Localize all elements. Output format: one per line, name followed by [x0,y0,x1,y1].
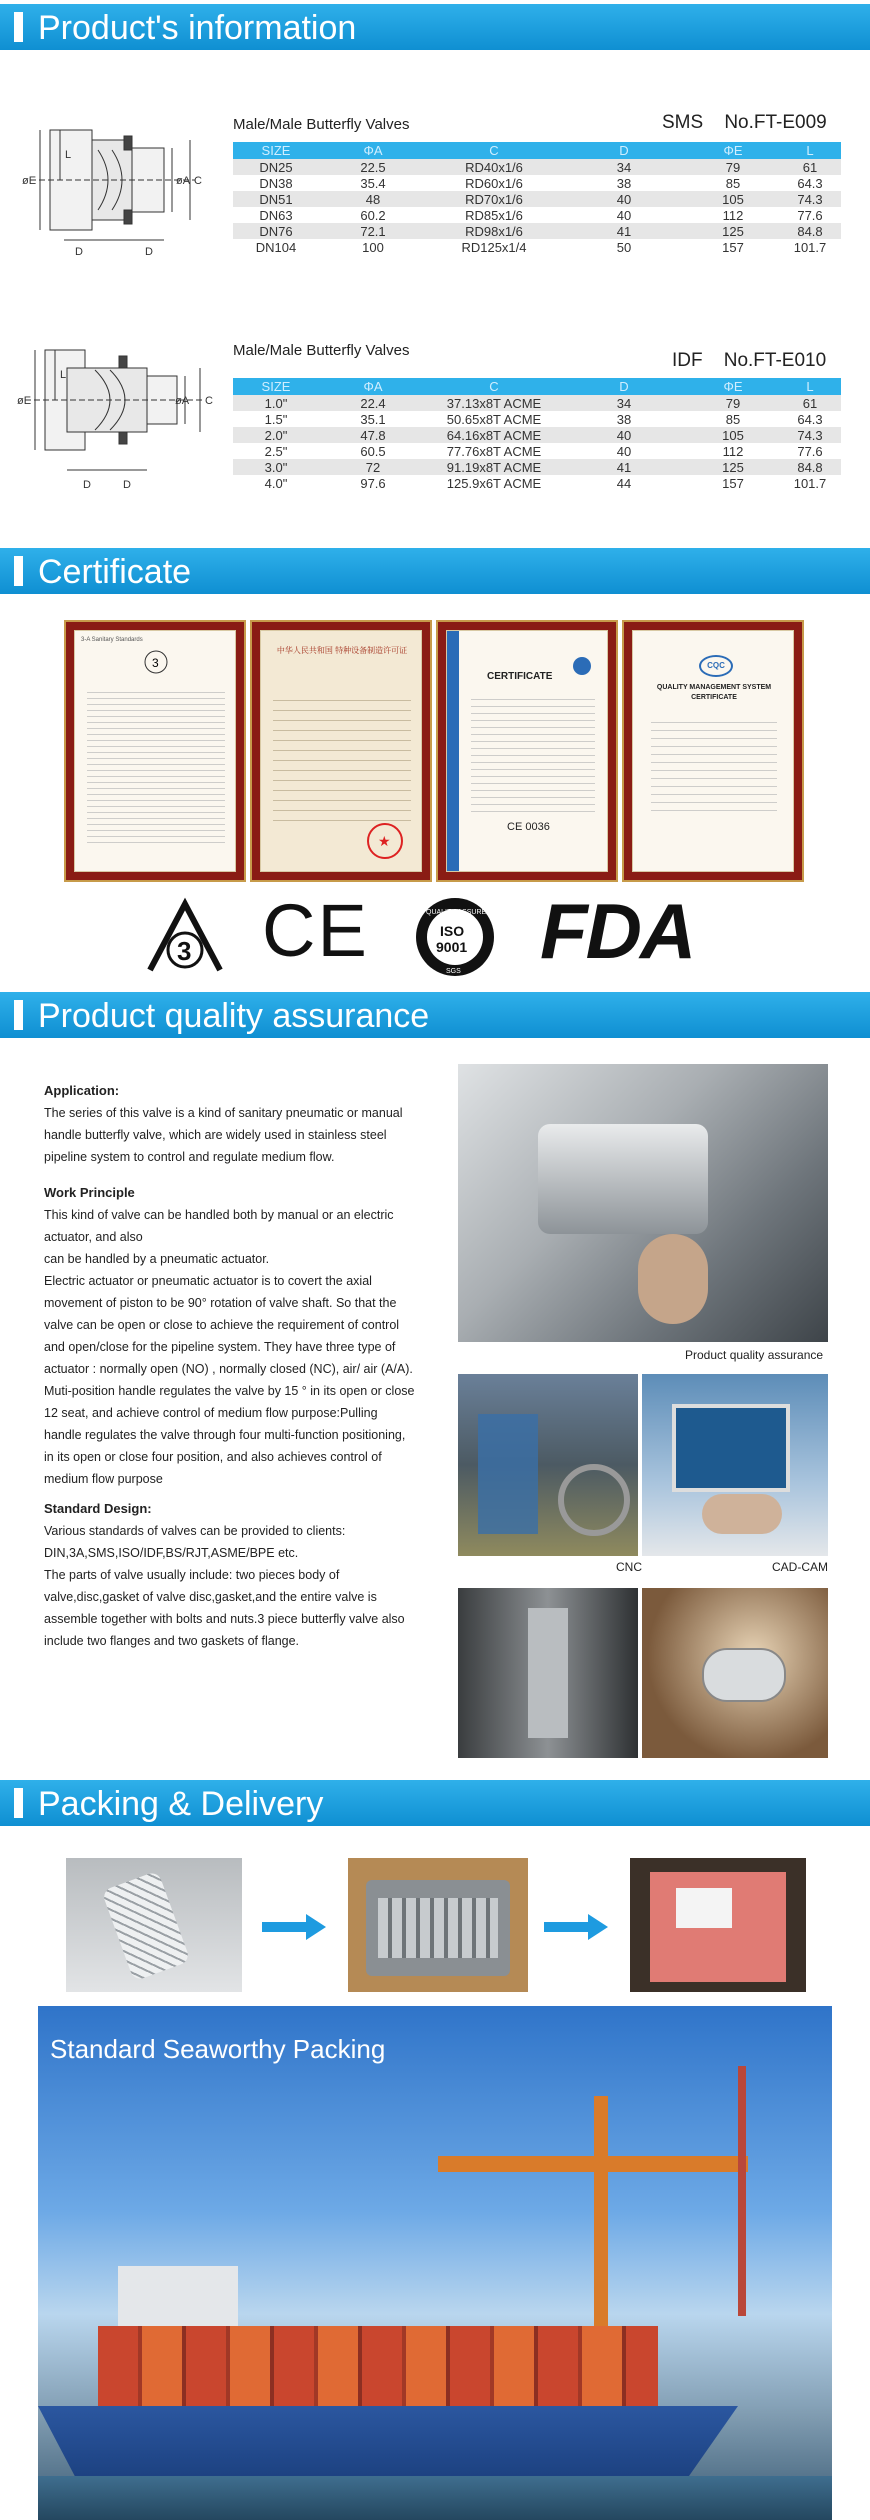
table-cell: 4.0" [233,475,319,491]
ce-logo: CE [262,889,369,972]
table-cell: 91.19x8T ACME [427,459,561,475]
column-header: ΦA [319,142,427,159]
table-cell: 1.0" [233,395,319,411]
table-cell: 74.3 [779,191,841,207]
cert-badge-icon [571,655,593,677]
photo-valve-part [642,1588,828,1758]
table-cell: 85 [687,411,779,427]
table-cell: 50.65x8T ACME [427,411,561,427]
svg-text:★: ★ [378,833,391,849]
svg-text:ISO: ISO [440,923,465,939]
section-banner-certificate [0,548,870,594]
section-title: Certificate [38,553,192,591]
table-cell: 125 [687,223,779,239]
column-header: L [779,142,841,159]
table-cell: DN38 [233,175,319,191]
table-cell: 35.1 [319,411,427,427]
table-cell: 77.6 [779,443,841,459]
table-cell: 101.7 [779,239,841,255]
iso-9001-logo [414,896,511,978]
photo-seaworthy-shipping [38,2006,832,2520]
cert-ce-number: CE 0036 [507,821,550,833]
table-cell: 61 [779,395,841,411]
table-cell: 22.5 [319,159,427,175]
table2-code-no: No.FT-E010 [723,350,827,371]
column-header: ΦE [687,378,779,395]
cert-title: CERTIFICATE [487,671,553,682]
svg-text:D: D [75,246,83,258]
svg-text:øE: øE [17,395,32,407]
table-header-row [233,378,841,395]
section-banner-packing [0,1780,870,1826]
svg-text:øA: øA [175,395,190,407]
section-banner-product-info [0,4,870,50]
table1-name: Male/Male Butterfly Valves [233,116,410,133]
table-cell: 40 [561,191,687,207]
column-header: ΦA [319,378,427,395]
column-header: L [779,378,841,395]
table-cell: 125 [687,459,779,475]
table-row [233,475,841,491]
table-cell: 112 [687,443,779,459]
column-header: D [561,142,687,159]
table1-code [662,112,827,134]
table-cell: 79 [687,395,779,411]
svg-text:3: 3 [152,656,159,670]
caption-cnc: CNC [616,1560,642,1574]
column-header: C [427,378,561,395]
photo-machining [458,1588,638,1758]
svg-text:øA: øA [176,175,191,187]
work-principle-text-1: This kind of valve can be handled both by manual or an electric actuator, and also [44,1208,394,1244]
table-cell: 35.4 [319,175,427,191]
certificate-ce [436,620,618,882]
three-a-small-icon [141,649,171,675]
table-cell: 64.3 [779,411,841,427]
caption-quality: Product quality assurance [685,1348,824,1362]
svg-text:L: L [65,149,72,161]
table-cell: 22.4 [319,395,427,411]
table-cell: 41 [561,223,687,239]
photo-quality-inspection [458,1064,828,1342]
table-cell: DN104 [233,239,319,255]
table-cell: 48 [319,191,427,207]
table-cell: 44 [561,475,687,491]
table-cell: 1.5" [233,411,319,427]
table-cell: DN63 [233,207,319,223]
table-cell: RD70x1/6 [427,191,561,207]
table-row [233,239,841,255]
standard-design-heading: Standard Design: [44,1501,152,1516]
table-cell: 47.8 [319,427,427,443]
table-cell: RD85x1/6 [427,207,561,223]
svg-text:SGS: SGS [446,968,461,975]
section-title: Product's information [38,9,357,47]
table-cell: 60.2 [319,207,427,223]
svg-text:C: C [205,395,213,407]
table2-standard: IDF [672,350,703,371]
table-row [233,159,841,175]
table-cell: 79 [687,159,779,175]
column-header: ΦE [687,142,779,159]
table-cell: RD40x1/6 [427,159,561,175]
column-header: D [561,378,687,395]
table-cell: 157 [687,475,779,491]
table-cell: 2.0" [233,427,319,443]
table-cell: 112 [687,207,779,223]
table-cell: 105 [687,191,779,207]
table-cell: 38 [561,411,687,427]
table-row [233,443,841,459]
svg-text:D: D [123,479,131,491]
table-cell: 50 [561,239,687,255]
table-cell: 72.1 [319,223,427,239]
table-row [233,207,841,223]
standard-design-text-2: The parts of valve usually include: two pieces body of valve,disc,gasket of valve disc,gasket,and the entire valve is assemble together with bolts and nuts.3 piece butterfly valve also include two flanges and two gaskets of flange. [44,1568,405,1648]
table-cell: 84.8 [779,223,841,239]
table-cell: 34 [561,159,687,175]
table-cell: RD60x1/6 [427,175,561,191]
section-title: Packing & Delivery [38,1785,324,1823]
svg-text:3: 3 [177,936,192,966]
table-cell: 64.16x8T ACME [427,427,561,443]
table-cell: RD125x1/4 [427,239,561,255]
column-header: C [427,142,561,159]
cert-title: 中华人民共和国 特种设备制造许可证 [276,646,408,655]
table-cell: 61 [779,159,841,175]
table-cell: 40 [561,443,687,459]
table-cell: 41 [561,459,687,475]
table-cell: 40 [561,427,687,443]
svg-text:QUALITY ASSURED FIRM: QUALITY ASSURED FIRM [426,909,511,916]
arrow-right-icon [544,1914,608,1940]
table-cell: DN25 [233,159,319,175]
three-a-logo [140,898,230,974]
certificate-3a [64,620,246,882]
table-cell: 85 [687,175,779,191]
table-cell: 72 [319,459,427,475]
table-cell: 84.8 [779,459,841,475]
table-row [233,223,841,239]
photo-packing-parts [66,1858,242,1992]
table-cell: 74.3 [779,427,841,443]
certificate-quality-management [622,620,804,882]
svg-text:C: C [194,175,202,187]
work-principle-text-2: can be handled by a pneumatic actuator. [44,1252,270,1266]
arrow-right-icon [262,1914,326,1940]
svg-text:9001: 9001 [436,939,468,955]
spec-table-idf [233,378,841,491]
table2-name: Male/Male Butterfly Valves [233,342,410,359]
table-cell: 100 [319,239,427,255]
table-row [233,191,841,207]
table-cell: 97.6 [319,475,427,491]
standard-design-text-1: Various standards of valves can be provided to clients: DIN,3A,SMS,ISO/IDF,BS/RJT,ASME/BPE etc. [44,1524,346,1560]
fda-logo: FDA [540,887,695,975]
spec-table-sms [233,142,841,255]
banner-mark [14,556,23,586]
table-cell: 40 [561,207,687,223]
work-principle-text-3: Electric actuator or pneumatic actuator is to covert the axial movement of piston to be 90° rotation of valve shaft. So that the valve can be open or close to achieve the requirement of control and open/close for the pipeline system. They have three type of actuator : normally open (NO) , normally closed (NC), air/ air (A/A). [44,1274,413,1376]
cert-title: 3-A Sanitary Standards [81,637,143,643]
table-cell: 2.5" [233,443,319,459]
table-cell: 34 [561,395,687,411]
table-cell: 77.76x8T ACME [427,443,561,459]
column-header: SIZE [233,378,319,395]
cqc-logo: CQC [699,655,733,677]
photo-cad-cam [642,1374,828,1556]
table-cell: 38 [561,175,687,191]
table2-code [672,350,826,372]
section-banner-quality [0,992,870,1038]
work-principle-text-4: Muti-position handle regulates the valve by 15 ° in its open or close 12 seat, and achieve control of medium flow purpose:Pulling handle regulates the valve through four multi-function positioning, in its open or close four position, and also achieves control of medium flow purpose [44,1384,415,1486]
photo-packed-crate [630,1858,806,1992]
table-cell: 101.7 [779,475,841,491]
red-seal-icon [365,821,405,861]
table-row [233,459,841,475]
svg-text:D: D [83,479,91,491]
table-row [233,175,841,191]
banner-mark [14,1788,23,1818]
quality-text [44,1080,416,1652]
table-cell: 77.6 [779,207,841,223]
table1-code-no: No.FT-E009 [724,112,827,133]
valve-drawing-sms [20,110,225,275]
caption-cad-cam: CAD-CAM [772,1560,828,1574]
svg-text:øE: øE [22,175,37,187]
table-cell: 37.13x8T ACME [427,395,561,411]
table-row [233,411,841,427]
banner-mark [14,12,23,42]
banner-mark [14,1000,23,1030]
table-cell: 60.5 [319,443,427,459]
work-principle-heading: Work Principle [44,1185,135,1200]
table-cell: DN76 [233,223,319,239]
table-row [233,395,841,411]
table-cell: 3.0" [233,459,319,475]
table-cell: RD98x1/6 [427,223,561,239]
table-cell: 64.3 [779,175,841,191]
svg-text:D: D [145,246,153,258]
packing-label: Standard Seaworthy Packing [50,2034,386,2064]
table-cell: 125.9x6T ACME [427,475,561,491]
photo-cnc [458,1374,638,1556]
table-header-row [233,142,841,159]
application-heading: Application: [44,1083,120,1098]
table-cell: DN51 [233,191,319,207]
table-cell: 105 [687,427,779,443]
table-cell: 157 [687,239,779,255]
cert-title: QUALITY MANAGEMENT SYSTEM CERTIFICATE [656,684,772,701]
column-header: SIZE [233,142,319,159]
certificate-special-equipment [250,620,432,882]
application-text: The series of this valve is a kind of sanitary pneumatic or manual handle butterfly valve, which are widely used in stainless steel pipeline system to control and regulate medium flow. [44,1106,403,1164]
photo-packing-box [348,1858,528,1992]
valve-drawing-idf [15,320,220,500]
table1-standard: SMS [662,112,704,133]
section-title: Product quality assurance [38,997,430,1035]
svg-text:L: L [60,369,67,381]
table-row [233,427,841,443]
